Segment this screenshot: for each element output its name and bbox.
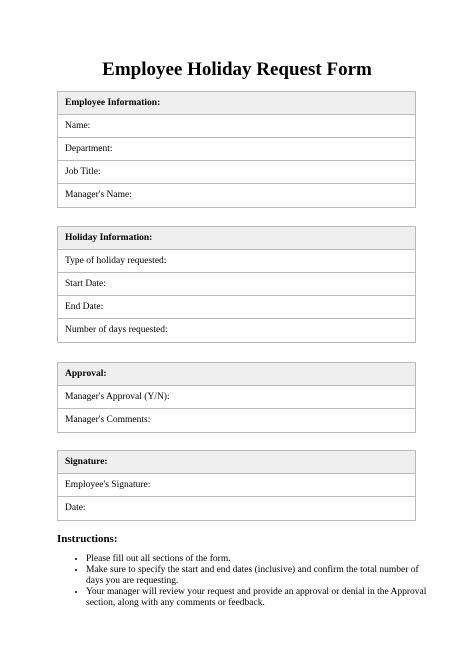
list-item: • Make sure to specify the start and end dates (inclusive) and confirm the total number of days you are requesting. [86, 565, 427, 587]
department-field[interactable]: Department: [58, 138, 415, 161]
instructions-block [57, 532, 427, 609]
instructions-heading: Instructions: [57, 533, 118, 545]
section-heading: Signature: [58, 451, 415, 474]
section-heading: Approval: [58, 363, 415, 386]
signature-section [57, 450, 416, 521]
end-date-field[interactable]: End Date: [58, 296, 415, 319]
employee-signature-field[interactable]: Employee's Signature: [58, 474, 415, 497]
days-requested-field[interactable]: Number of days requested: [65, 325, 168, 335]
approval-section [57, 362, 416, 433]
start-date-field[interactable]: Start Date: [58, 273, 415, 296]
section-heading: Holiday Information: [58, 227, 415, 250]
manager-approval-field[interactable]: Manager's Approval (Y/N): [58, 386, 415, 409]
instructions-list [57, 554, 427, 609]
name-field[interactable]: Name: [58, 115, 415, 138]
holiday-type-field[interactable]: Type of holiday requested: [58, 250, 415, 273]
managers-name-field[interactable]: Manager's Name: [65, 190, 132, 200]
employee-information-section [57, 91, 416, 208]
list-item: • Please fill out all sections of the form. [86, 554, 427, 565]
holiday-information-section [57, 226, 416, 343]
page-title: Employee Holiday Request Form [102, 59, 372, 80]
list-item: • Your manager will review your request and provide an approval or denial in the Approval section, along with any comments or feedback. [86, 587, 427, 609]
date-field[interactable]: Date: [65, 503, 86, 513]
job-title-field[interactable]: Job Title: [58, 161, 415, 184]
manager-comments-field[interactable]: Manager's Comments: [65, 415, 151, 425]
section-heading: Employee Information: [58, 92, 415, 115]
